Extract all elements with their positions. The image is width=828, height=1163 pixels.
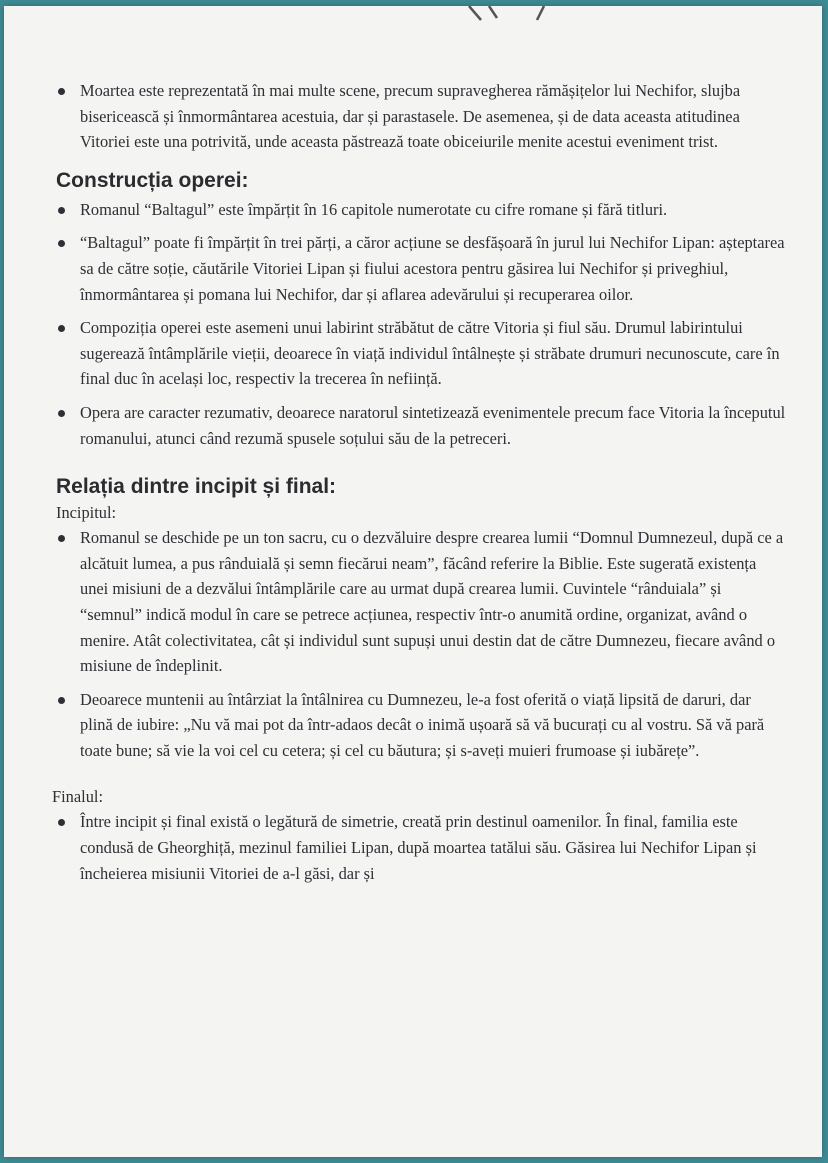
incipit-list	[56, 525, 786, 763]
document-page	[4, 6, 822, 1157]
list-item: Romanul “Baltagul” este împărțit în 16 capitole numerotate cu cifre romane și fără titluri.	[56, 197, 786, 223]
list-item: Moartea este reprezentată în mai multe scene, precum supravegherea rămășițelor lui Nechifor, slujba bisericească și înmormântarea acestuia, dar și parastasele. De asemenea, și de data aceasta atitudinea Vitoriei este una potrivită, unde aceasta păstrează toate obiceiurile menite acestui eveniment trist.	[56, 78, 786, 155]
list-item: “Baltagul” poate fi împărțit în trei părți, a căror acțiune se desfășoară în jurul lui Nechifor Lipan: așteptarea sa de către soție, căutările Vitoriei Lipan și fiului acestora pentru găsirea lui Nechifor și priveghiul, înmormântarea și pomana lui Nechifor, dar și aflarea adevărului și recuperarea oilor.	[56, 230, 786, 307]
final-label: Finalul:	[52, 787, 103, 807]
intro-list	[56, 78, 786, 155]
list-item: Romanul se deschide pe un ton sacru, cu o dezvăluire despre crearea lumii “Domnul Dumnezeul, după ce a alcătuit lumea, a pus rânduială și semn fiecărui neam”, făcând referire la Biblie. Este sugerată existența unei misiuni de a dezvălui întâmplările care au urmat după crearea lumii. Cuvintele “rânduiala” și “semnul” indică modul în care se petrece acțiunea, respectiv într-o anumită ordine, organizat, având o menire. Atât colectivitatea, cât și individul sunt supuși unui destin dat de către Dumnezeu, fiecare având o misiune de îndeplinit.	[56, 525, 786, 679]
heading-constructia: Construcția operei:	[56, 168, 249, 192]
list-item: Între incipit și final există o legătură de simetrie, creată prin destinul oamenilor. În final, familia este condusă de Gheorghiță, mezinul familiei Lipan, după moartea tatălui său. Găsirea lui Nechifor Lipan și încheierea misiunii Vitoriei de a-l găsi, dar și	[56, 809, 786, 886]
list-item: Deoarece muntenii au întârziat la întâlnirea cu Dumnezeu, le-a fost oferită o viață lipsită de daruri, dar plină de iubire: „Nu vă mai pot da într-adaos decât o inimă ușoară să vă bucurați cu al vostru. Să vă pară toate bune; să vie la voi cel cu cetera; și cel cu băutura; și s-aveți muieri frumoase și iubărețe”.	[56, 687, 786, 764]
constructia-list	[56, 197, 786, 451]
list-item: Compoziția operei este asemeni unui labirint străbătut de către Vitoria și fiul său. Drumul labirintului sugerează întâmplările vieții, deoarece în viață individul întâlnește și străbate drumuri necunoscute, care în final duc în același loc, respectiv la trecerea în neființă.	[56, 315, 786, 392]
list-item: Opera are caracter rezumativ, deoarece naratorul sintetizează evenimentele precum face Vitoria la începutul romanului, atunci când rezumă spusele soțului său de la petreceri.	[56, 400, 786, 451]
document-body	[52, 78, 786, 894]
incipit-label: Incipitul:	[56, 503, 117, 523]
heading-relatia: Relația dintre incipit și final:	[56, 475, 337, 499]
top-edge-marks-icon	[459, 6, 599, 28]
final-list	[56, 809, 786, 886]
